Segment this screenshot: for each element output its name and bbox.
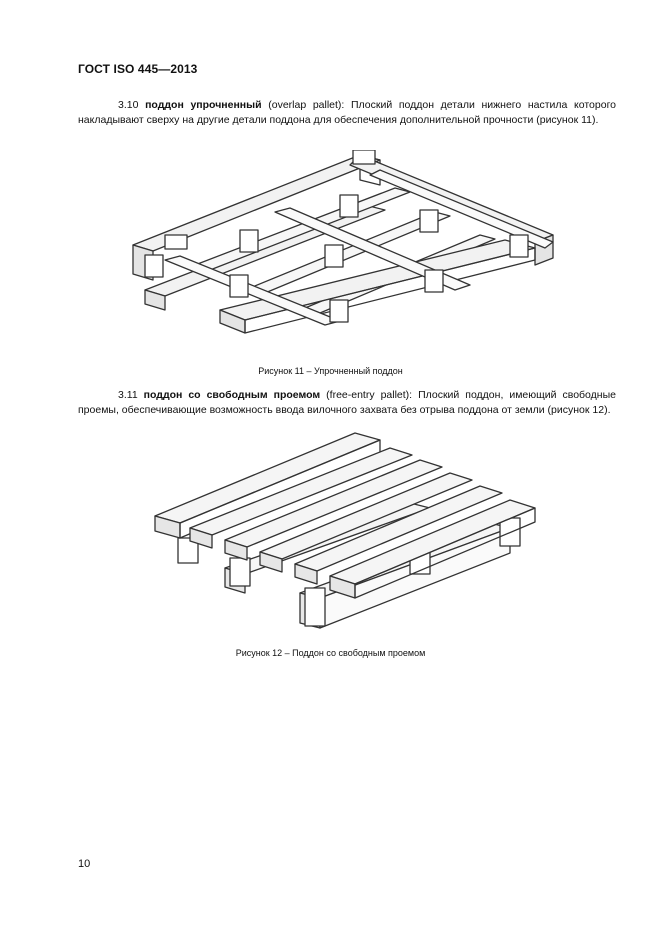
overlap-pallet-drawing [125, 150, 555, 345]
document-header: ГОСТ ISO 445—2013 [78, 62, 198, 76]
figure-11-caption: Рисунок 11 – Упрочненный поддон [258, 366, 403, 376]
term-english: (free-entry pallet) [326, 389, 410, 401]
definition-paragraph-3-10 [78, 98, 616, 128]
figure-12-caption: Рисунок 12 – Поддон со свободным проемом [235, 648, 426, 658]
figure-12-free-entry-pallet [150, 428, 550, 638]
definition-paragraph-3-11 [78, 388, 616, 418]
page-number: 10 [78, 858, 91, 870]
term: поддон упрочненный [145, 99, 262, 111]
definition-text: : Плоский поддон, имеющий свободные проемы, обеспечивающие возможность ввода вилочного захвата без отрыва поддона от земли (рисунок 12). [78, 389, 616, 416]
term: поддон со свободным проемом [143, 389, 321, 401]
free-entry-pallet-drawing [150, 428, 550, 638]
definition-text: : Плоский поддон детали нижнего настила которого накладывают сверху на другие детали поддона для обеспечения дополнительной прочности (рисунок 11). [78, 99, 617, 126]
term-english: (overlap pallet) [268, 99, 342, 111]
section-number: 3.11 [118, 389, 138, 401]
section-number: 3.10 [118, 99, 139, 111]
figure-11-overlap-pallet [125, 150, 555, 345]
